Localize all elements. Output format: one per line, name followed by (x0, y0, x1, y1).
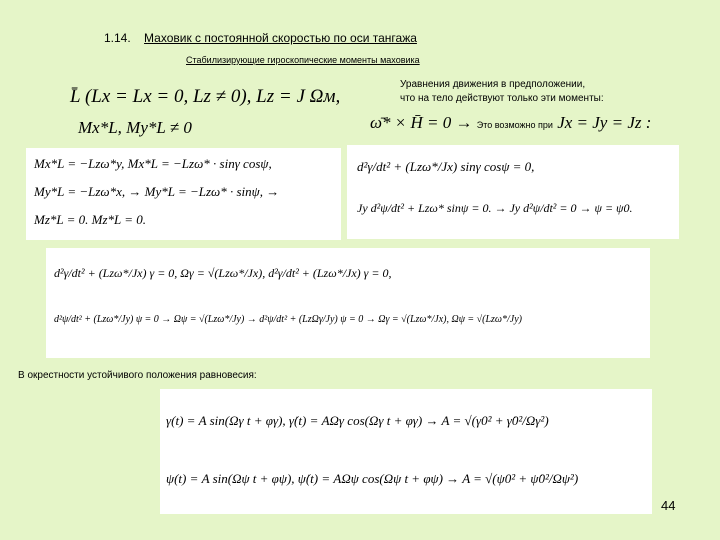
motion-row-2: Jy d²ψ/dt² + Lzω* sinψ = 0. → Jy d²ψ/dt² = 0 → ψ = ψ0. (357, 201, 633, 215)
equation-angular-momentum: L̄ (Lx = Lx = 0, Lz ≠ 0), Lz = J Ωм, (70, 86, 341, 107)
motion-row-1: d²γ/dt² + (Lzω*/Jx) sinγ cosψ = 0, (357, 159, 535, 174)
slide-title-text: Маховик с постоянной скоростью по оси тангажа (144, 31, 417, 45)
equation-moments: Mx*L, My*L ≠ 0 (78, 118, 192, 137)
slide-subtitle: Стабилизирующие гироскопические моменты маховика (186, 55, 420, 65)
moments-row-1: Mx*L = −Lzω*y, Mx*L = −Lzω* · sinγ cosψ, (34, 156, 272, 171)
equation-condition (370, 113, 651, 133)
equation-condition-right: Jx = Jy = Jz : (557, 113, 652, 132)
formula-panel-moments (26, 148, 341, 240)
formula-panel-motion (347, 145, 679, 239)
note-line-2: что на тело действуют только эти моменты: (400, 93, 604, 104)
equation-condition-left: ω̄* × H̄ = 0 → (370, 113, 473, 132)
moments-row-2: My*L = −Lzω*x, → My*L = −Lzω* · sinψ, → (34, 184, 280, 199)
equation-condition-text: Это возможно при (476, 120, 553, 130)
assumption-note (400, 78, 604, 106)
solutions-row-2: ψ(t) = A sin(Ωψ t + φψ), ψ̇(t) = AΩψ cos(Ωψ t + φψ) → A = √(ψ0² + ψ̇0²/Ωψ²) (166, 471, 579, 486)
formula-panel-solutions (160, 389, 652, 514)
moments-row-3: Mz*L = 0. Mz*L = 0. (34, 212, 147, 227)
note-line-1: Уравнения движения в предположении, (400, 79, 586, 90)
page-number: 44 (661, 498, 676, 513)
frequencies-row-2: d²ψ/dt² + (Lzω*/Jy) ψ = 0 → Ωψ = √(Lzω*/Jy) → d²ψ/dt² + (LzΩγ/Jy) ψ = 0 → Ωγ = √(Lzω*/Jx), Ωψ = √(Lzω*/Jy) (54, 314, 522, 325)
section-label: В окрестности устойчивого положения равновесия: (18, 370, 257, 381)
solutions-row-1: γ(t) = A sin(Ωγ t + φγ), γ̇(t) = AΩγ cos(Ωγ t + φγ) → A = √(γ0² + γ̇0²/Ωγ²) (166, 413, 549, 428)
slide-title (104, 31, 417, 45)
formula-panel-frequencies (46, 248, 650, 358)
slide-number: 1.14. (104, 31, 131, 45)
frequencies-row-1: d²γ/dt² + (Lzω*/Jx) γ = 0, Ωγ = √(Lzω*/Jx), d²γ/dt² + (Lzω*/Jx) γ = 0, (54, 266, 392, 280)
